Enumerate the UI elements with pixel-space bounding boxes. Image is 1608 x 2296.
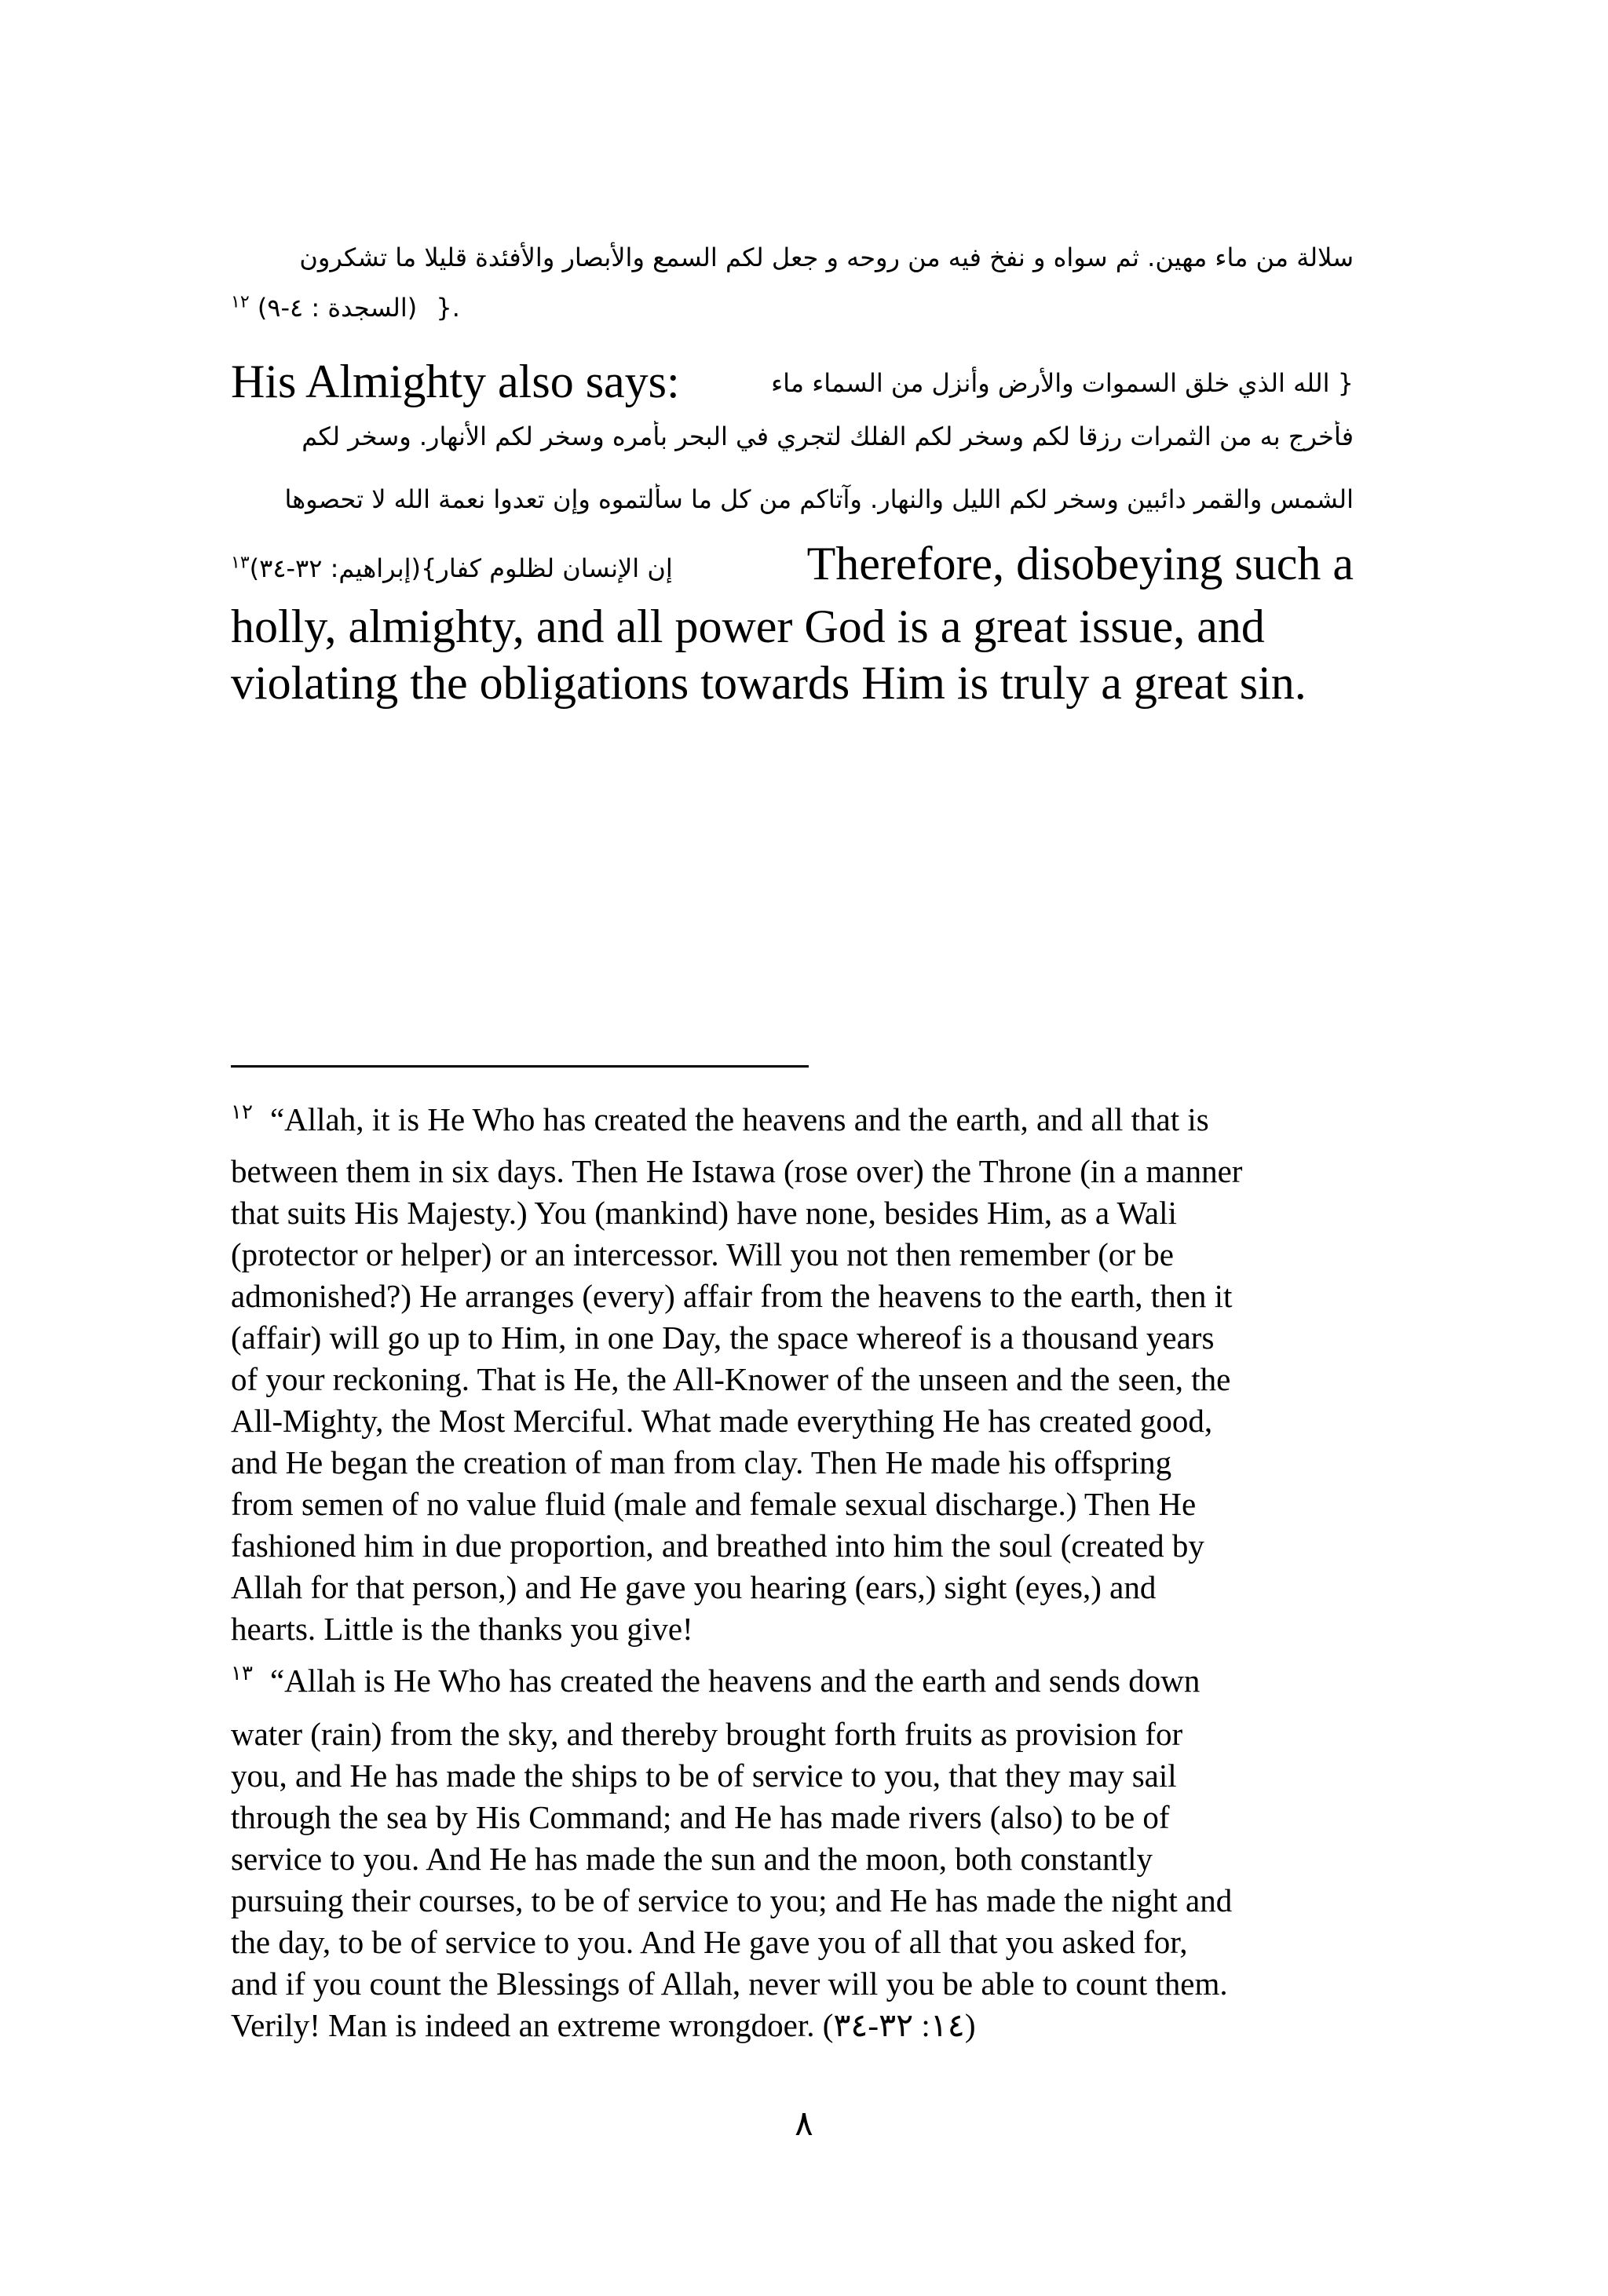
conclusion-text: holly, almighty, and all power God is a great issue, and — [231, 600, 1265, 652]
surah-reference: (السجدة : ٤-٩) — [257, 293, 418, 323]
footnote-line: Verily! Man is indeed an extreme wrongdoer. (١٤: ٣٢-٣٤) — [231, 2007, 976, 2043]
footnote-text: “Allah, it is He Who has created the heavens and the earth, and all that is — [269, 1101, 1209, 1137]
footnote-line: from semen of no value fluid (male and female sexual discharge.) Then He — [231, 1486, 1197, 1522]
conclusion-first-line — [231, 535, 1354, 598]
footnote-ref-13[interactable]: ١٣ — [231, 553, 250, 573]
footnote-12-first-line — [231, 1099, 1385, 1141]
footnote-line: admonished?) He arranges (every) affair from the heavens to the earth, then it — [231, 1278, 1233, 1314]
footnote-line: All-Mighty, the Most Merciful. What made everything He has created good, — [231, 1403, 1213, 1439]
arabic-verse-line: فأخرج به من الثمرات رزقا لكم وسخر لكم الفلك لتجري في البحر بأمره وسخر لكم الأنهار. وسخر لكم — [302, 422, 1354, 451]
footnote-number: ١٣ — [231, 1662, 253, 1685]
footnote-line: water (rain) from the sky, and thereby brought forth fruits as provision for — [231, 1716, 1183, 1752]
footnote-line: (affair) will go up to Him, in one Day, the space whereof is a thousand years — [231, 1320, 1215, 1356]
footnote-line: pursuing their courses, to be of service to you; and He has made the night and — [231, 1882, 1233, 1918]
arabic-verse-line: الشمس والقمر دائبين وسخر لكم الليل والنهار. وآتاكم من كل ما سألتموه وإن تعدوا نعمة الله لا تحصوها — [284, 484, 1354, 514]
footnote-line: you, and He has made the ships to be of service to you, that they may sail — [231, 1758, 1177, 1794]
footnote-line: service to you. And He has made the sun and the moon, both constantly — [231, 1841, 1153, 1877]
footnote-13-body — [231, 1714, 1385, 2046]
footnote-line: and He began the creation of man from clay. Then He made his offspring — [231, 1444, 1172, 1480]
arabic-verse-reference-line — [231, 553, 673, 584]
footnote-line: of your reckoning. That is He, the All-Knower of the unseen and the seen, the — [231, 1361, 1231, 1397]
intro-line — [231, 353, 1354, 416]
footnote-ref-12[interactable]: ١٢ — [231, 292, 250, 312]
footnote-line: Allah for that person,) and He gave you hearing (ears,) sight (eyes,) and — [231, 1569, 1157, 1605]
footnote-text: “Allah is He Who has created the heavens and the earth and sends down — [269, 1663, 1201, 1699]
footnote-line: fashioned him in due proportion, and breathed into him the soul (created by — [231, 1528, 1204, 1564]
footnote-12-body — [231, 1151, 1385, 1650]
arabic-verse-reference-line — [231, 292, 623, 327]
footnote-line: (protector or helper) or an intercessor. Will you not then remember (or be — [231, 1236, 1174, 1272]
arabic-verse-line: سلالة من ماء مهين. ثم سواه و نفخ فيه من روحه و جعل لكم السمع والأبصار والأفئدة قليلا ما تشكرون — [299, 243, 1354, 272]
footnote-separator — [231, 1065, 809, 1068]
intro-text: His Almighty also says: — [231, 356, 680, 407]
footnote-line: that suits His Majesty.) You (mankind) have none, besides Him, as a Wali — [231, 1195, 1177, 1231]
arabic-verse-line: إن الإنسان لظلوم كفار}(إبراهيم: ٣٢-٣٤) — [249, 553, 673, 583]
footnote-line: hearts. Little is the thanks you give! — [231, 1611, 693, 1647]
footnote-line: and if you count the Blessings of Allah, never will you be able to count them. — [231, 1966, 1228, 2002]
footnote-line: the day, to be of service to you. And He gave you of all that you asked for, — [231, 1924, 1188, 1960]
footnote-number: ١٢ — [231, 1101, 253, 1124]
page-number: ٨ — [795, 2104, 813, 2144]
conclusion-text: Therefore, disobeying such a — [806, 538, 1354, 590]
footnote-line: through the sea by His Command; and He has made rivers (also) to be of — [231, 1799, 1170, 1835]
footnote-line: between them in six days. Then He Istawa (rose over) the Throne (in a manner — [231, 1153, 1243, 1189]
closing-brace: }. — [436, 293, 460, 323]
footnote-13-first-line — [231, 1660, 1385, 1702]
arabic-verse-line: { الله الذي خلق السموات والأرض وأنزل من السماء ماء — [771, 368, 1354, 398]
conclusion-text: violating the obligations towards Him is truly a great sin. — [231, 657, 1306, 709]
